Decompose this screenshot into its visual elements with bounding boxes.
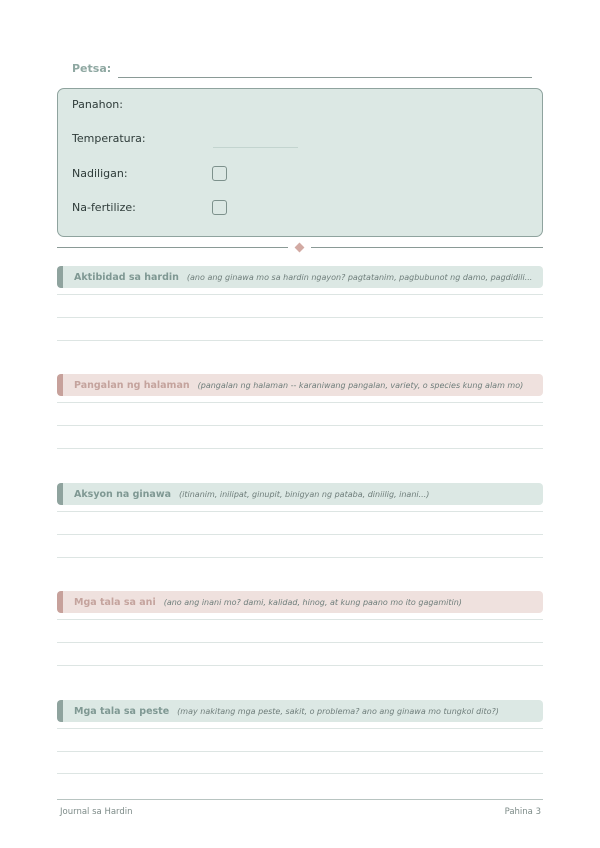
footer-journal-title: Journal sa Hardin bbox=[60, 807, 133, 817]
weather-label: Panahon: bbox=[72, 98, 123, 111]
section-pest-notes bbox=[57, 700, 543, 722]
section-accent-bar bbox=[57, 591, 63, 613]
section-header bbox=[57, 700, 543, 722]
writing-line[interactable] bbox=[57, 534, 543, 535]
section-action-taken bbox=[57, 483, 543, 505]
writing-line[interactable] bbox=[57, 642, 543, 643]
section-header bbox=[57, 374, 543, 396]
section-title: Mga tala sa peste bbox=[74, 705, 170, 717]
section-hint: (ano ang ginawa mo sa hardin ngayon? pagtatanim, pagbubunot ng damo, pagdidili... bbox=[186, 272, 533, 282]
section-title: Pangalan ng halaman bbox=[74, 379, 190, 391]
section-accent-bar bbox=[57, 374, 63, 396]
writing-line[interactable] bbox=[57, 728, 543, 729]
writing-line[interactable] bbox=[57, 751, 543, 752]
writing-line[interactable] bbox=[57, 294, 543, 295]
writing-line[interactable] bbox=[57, 619, 543, 620]
section-header bbox=[57, 266, 543, 288]
temperature-input-line[interactable] bbox=[213, 147, 298, 148]
writing-line[interactable] bbox=[57, 773, 543, 774]
section-title: Aksyon na ginawa bbox=[74, 488, 172, 500]
section-hint: (itinanim, inilipat, ginupit, binigyan ng pataba, diniilig, inani...) bbox=[179, 489, 430, 499]
section-hint: (pangalan ng halaman -- karaniwang pangalan, variety, o species kung alam mo) bbox=[197, 380, 524, 390]
section-accent-bar bbox=[57, 266, 63, 288]
section-header bbox=[57, 591, 543, 613]
section-header bbox=[57, 483, 543, 505]
section-accent-bar bbox=[57, 700, 63, 722]
divider-left bbox=[57, 247, 288, 248]
writing-line[interactable] bbox=[57, 402, 543, 403]
date-label: Petsa: bbox=[72, 62, 112, 75]
section-harvest-notes bbox=[57, 591, 543, 613]
section-plant-name bbox=[57, 374, 543, 396]
writing-line[interactable] bbox=[57, 317, 543, 318]
writing-line[interactable] bbox=[57, 557, 543, 558]
writing-line[interactable] bbox=[57, 448, 543, 449]
section-garden-activity bbox=[57, 266, 543, 288]
watered-checkbox[interactable] bbox=[212, 166, 227, 181]
section-title: Mga tala sa ani bbox=[74, 596, 156, 608]
writing-line[interactable] bbox=[57, 340, 543, 341]
divider-right bbox=[311, 247, 543, 248]
writing-line[interactable] bbox=[57, 665, 543, 666]
section-title: Aktibidad sa hardin bbox=[74, 271, 179, 283]
section-hint: (may nakitang mga peste, sakit, o problema? ano ang ginawa mo tungkol dito?) bbox=[177, 706, 499, 716]
footer-divider bbox=[57, 799, 543, 800]
date-input-line[interactable] bbox=[118, 77, 532, 78]
section-hint: (ano ang inani mo? dami, kalidad, hinog, at kung paano mo ito gagamitin) bbox=[163, 597, 462, 607]
temperature-label: Temperatura: bbox=[72, 132, 146, 145]
writing-line[interactable] bbox=[57, 425, 543, 426]
conditions-box bbox=[57, 88, 543, 237]
divider-diamond bbox=[295, 243, 305, 253]
footer-page-number: Pahina 3 bbox=[504, 807, 541, 817]
section-accent-bar bbox=[57, 483, 63, 505]
fertilized-checkbox[interactable] bbox=[212, 200, 227, 215]
watered-label: Nadiligan: bbox=[72, 167, 128, 180]
writing-line[interactable] bbox=[57, 511, 543, 512]
fertilized-label: Na-fertilize: bbox=[72, 201, 136, 214]
date-row bbox=[72, 62, 532, 80]
